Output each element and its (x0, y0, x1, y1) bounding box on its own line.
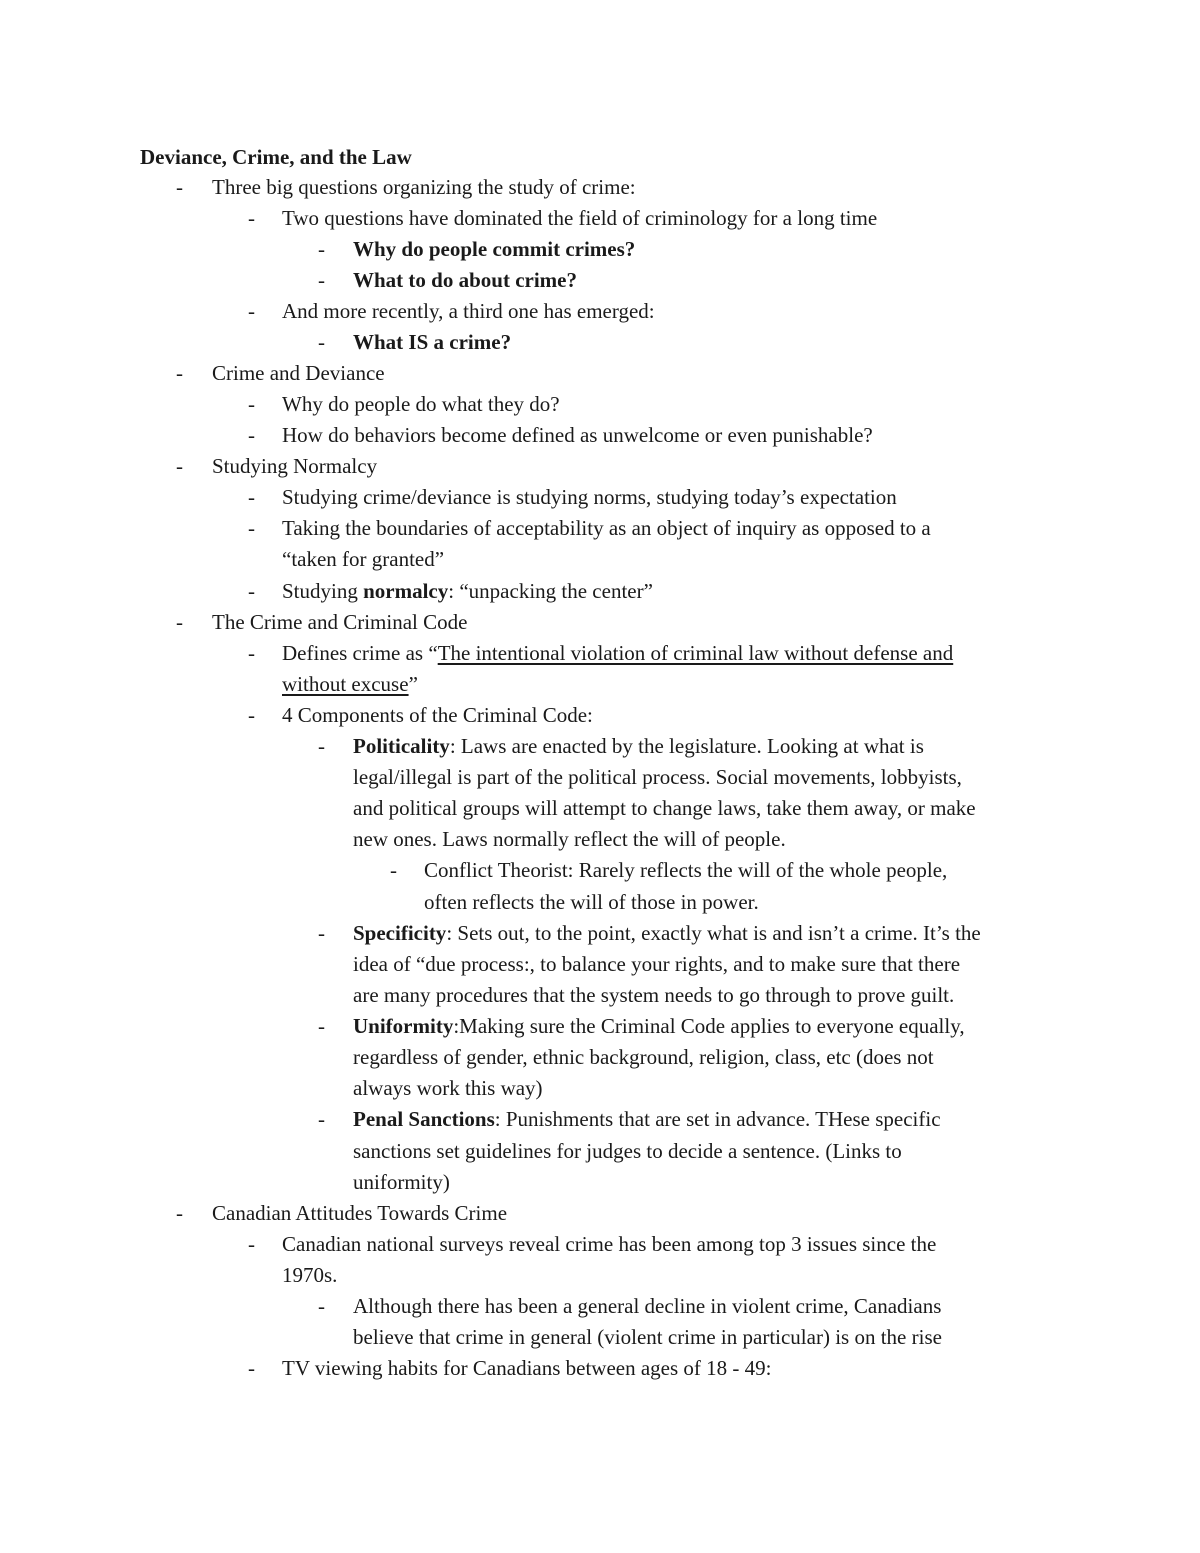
list-item-continuation: legal/illegal is part of the political process. Social movements, lobbyists, (353, 765, 962, 789)
bullet-dash: - (176, 1201, 183, 1225)
text-run: Defines crime as “ (282, 641, 438, 665)
bullet-dash: - (318, 1014, 325, 1038)
bullet-dash: - (176, 175, 183, 199)
list-item: Taking the boundaries of acceptability as an object of inquiry as opposed to a (282, 516, 931, 540)
list-item-continuation: often reflects the will of those in power. (424, 890, 759, 914)
bullet-dash: - (318, 1294, 325, 1318)
list-item (353, 1104, 941, 1135)
list-item-continuation: always work this way) (353, 1076, 543, 1100)
list-item: Crime and Deviance (212, 361, 385, 385)
list-item: Two questions have dominated the field of criminology for a long time (282, 206, 878, 230)
bold-term: Penal Sanctions (353, 1107, 495, 1131)
bullet-dash: - (248, 641, 255, 665)
list-item (353, 918, 981, 949)
document-title: Deviance, Crime, and the Law (140, 145, 412, 169)
list-item-continuation: new ones. Laws normally reflect the will of people. (353, 827, 786, 851)
bold-term: Politicality (353, 734, 450, 758)
list-item-continuation: sanctions set guidelines for judges to decide a sentence. (Links to (353, 1139, 902, 1163)
text-run: :Making sure the Criminal Code applies to everyone equally, (453, 1014, 965, 1038)
list-item: What IS a crime? (353, 330, 512, 354)
bullet-dash: - (248, 392, 255, 416)
underlined-definition: The intentional violation of criminal law without defense and (437, 641, 954, 665)
bullet-dash: - (176, 361, 183, 385)
list-item: 4 Components of the Criminal Code: (282, 703, 593, 727)
list-item-continuation: regardless of gender, ethnic background, religion, class, etc (does not (353, 1045, 934, 1069)
list-item: How do behaviors become defined as unwelcome or even punishable? (282, 423, 873, 447)
list-item: And more recently, a third one has emerged: (282, 299, 655, 323)
list-item-continuation: are many procedures that the system needs to go through to prove guilt. (353, 983, 955, 1007)
bullet-dash: - (318, 921, 325, 945)
bullet-dash: - (248, 703, 255, 727)
list-item: Studying Normalcy (212, 454, 378, 478)
list-item-continuation: and political groups will attempt to change laws, take them away, or make (353, 796, 976, 820)
bullet-dash: - (248, 423, 255, 447)
text-run: : “unpacking the center” (448, 579, 653, 603)
list-item (353, 1011, 965, 1042)
list-item (282, 638, 953, 669)
list-item: Canadian Attitudes Towards Crime (212, 1201, 508, 1225)
bold-term: Specificity (353, 921, 447, 945)
list-item: Studying crime/deviance is studying norms, studying today’s expectation (282, 485, 897, 509)
bold-term: normalcy (363, 579, 449, 603)
bullet-dash: - (248, 1356, 255, 1380)
text-run: : Laws are enacted by the legislature. Looking at what is (449, 734, 924, 758)
bullet-dash: - (318, 330, 325, 354)
list-item: TV viewing habits for Canadians between ages of 18 - 49: (282, 1356, 772, 1380)
bullet-dash: - (248, 206, 255, 230)
list-item: The Crime and Criminal Code (212, 610, 468, 634)
list-item: Three big questions organizing the study of crime: (212, 175, 636, 199)
list-item: Canadian national surveys reveal crime has been among top 3 issues since the (282, 1232, 937, 1256)
text-run: ” (408, 672, 418, 696)
bold-term: Uniformity (353, 1014, 454, 1038)
bullet-dash: - (318, 237, 325, 261)
list-item (282, 576, 653, 607)
list-item: Conflict Theorist: Rarely reflects the will of the whole people, (424, 858, 948, 882)
list-item-continuation: believe that crime in general (violent crime in particular) is on the rise (353, 1325, 942, 1349)
list-item (353, 731, 924, 762)
bullet-dash: - (248, 516, 255, 540)
bullet-dash: - (318, 1107, 325, 1131)
bullet-dash: - (248, 1232, 255, 1256)
bullet-dash: - (248, 299, 255, 323)
text-run: Studying (282, 579, 364, 603)
list-item-continuation (282, 669, 418, 700)
bullet-dash: - (176, 454, 183, 478)
bullet-dash: - (248, 485, 255, 509)
list-item: What to do about crime? (353, 268, 577, 292)
list-item-continuation: uniformity) (353, 1170, 450, 1194)
underlined-definition: without excuse (282, 672, 409, 696)
list-item: Why do people commit crimes? (353, 237, 636, 261)
list-item-continuation: “taken for granted” (282, 547, 445, 571)
bullet-dash: - (176, 610, 183, 634)
bullet-dash: - (318, 268, 325, 292)
list-item-continuation: idea of “due process:, to balance your rights, and to make sure that there (353, 952, 961, 976)
text-run: : Sets out, to the point, exactly what is and isn’t a crime. It’s the (446, 921, 981, 945)
bullet-dash: - (390, 858, 397, 882)
list-item: Although there has been a general decline in violent crime, Canadians (353, 1294, 942, 1318)
bullet-dash: - (318, 734, 325, 758)
bullet-dash: - (248, 579, 255, 603)
text-run: : Punishments that are set in advance. THese specific (494, 1107, 941, 1131)
list-item-continuation: 1970s. (282, 1263, 338, 1287)
list-item: Why do people do what they do? (282, 392, 560, 416)
